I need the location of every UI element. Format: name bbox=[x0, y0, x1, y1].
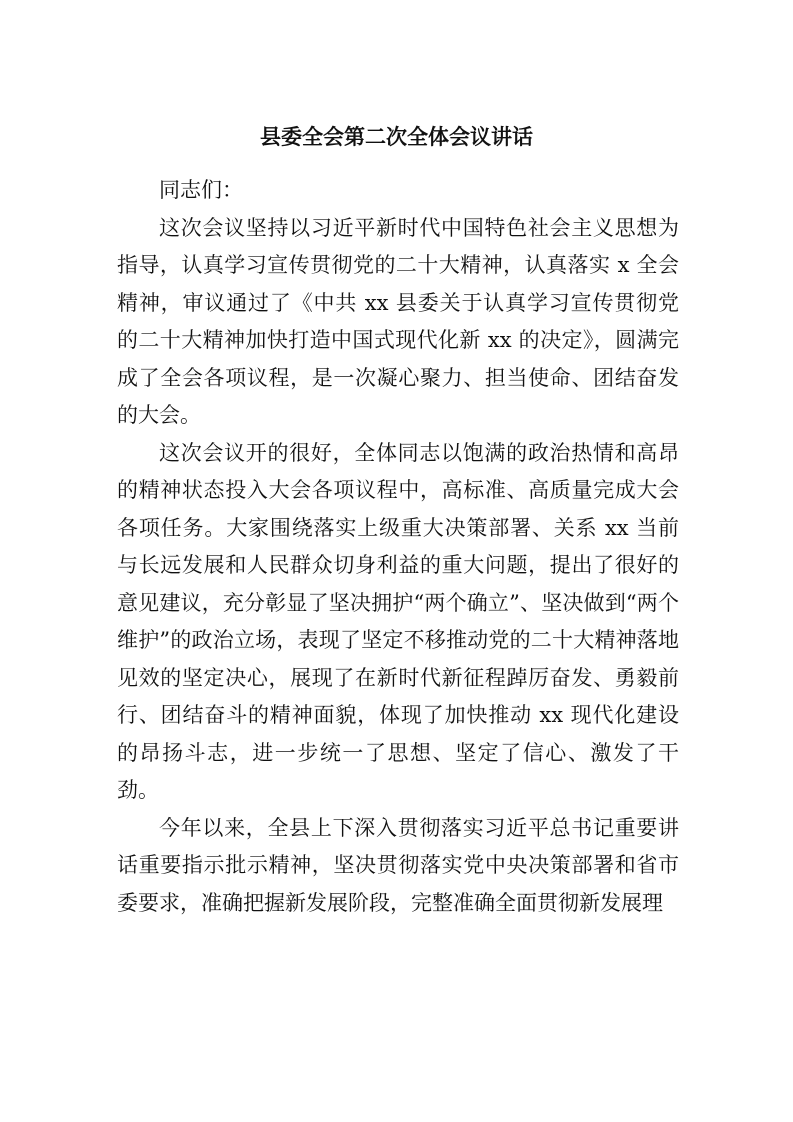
paragraph-1: 这次会议坚持以习近平新时代中国特色社会主义思想为指导，认真学习宣传贯彻党的二十大精神，认真落实 x 全会精神，审议通过了《中共 xx 县委关于认真学习宣传贯彻党的二十大精神加快打造中国式现代化新 xx 的决定》，圆满完成了全会各项议程，是一次凝心聚力、担当使命、团结奋发的大会。 bbox=[117, 215, 679, 427]
paragraph-3: 今年以来，全县上下深入贯彻落实习近平总书记重要讲话重要指示批示精神，坚决贯彻落实党中央决策部署和省市委要求，准确把握新发展阶段，完整准确全面贯彻新发展理 bbox=[117, 815, 679, 915]
salutation: 同志们： bbox=[159, 178, 243, 202]
paragraph-2: 这次会议开的很好，全体同志以饱满的政治热情和高昂的精神状态投入大会各项议程中，高标准、高质量完成大会各项任务。大家围绕落实上级重大决策部署、关系 xx 当前与长远发展和人民群众切身利益的重大问题，提出了很好的意见建议，充分彰显了坚决拥护“两个确立”、坚决做到“两个维护”的政治立场，表现了坚定不移推动党的二十大精神落地见效的坚定决心，展现了在新时代新征程踔厉奋发、勇毅前行、团结奋斗的精神面貌，体现了加快推动 xx 现代化建设的昂扬斗志，进一步统一了思想、坚定了信心、激发了干劲。 bbox=[117, 440, 679, 802]
document-body bbox=[117, 172, 679, 922]
document-title: 县委全会第二次全体会议讲话 bbox=[260, 124, 533, 149]
